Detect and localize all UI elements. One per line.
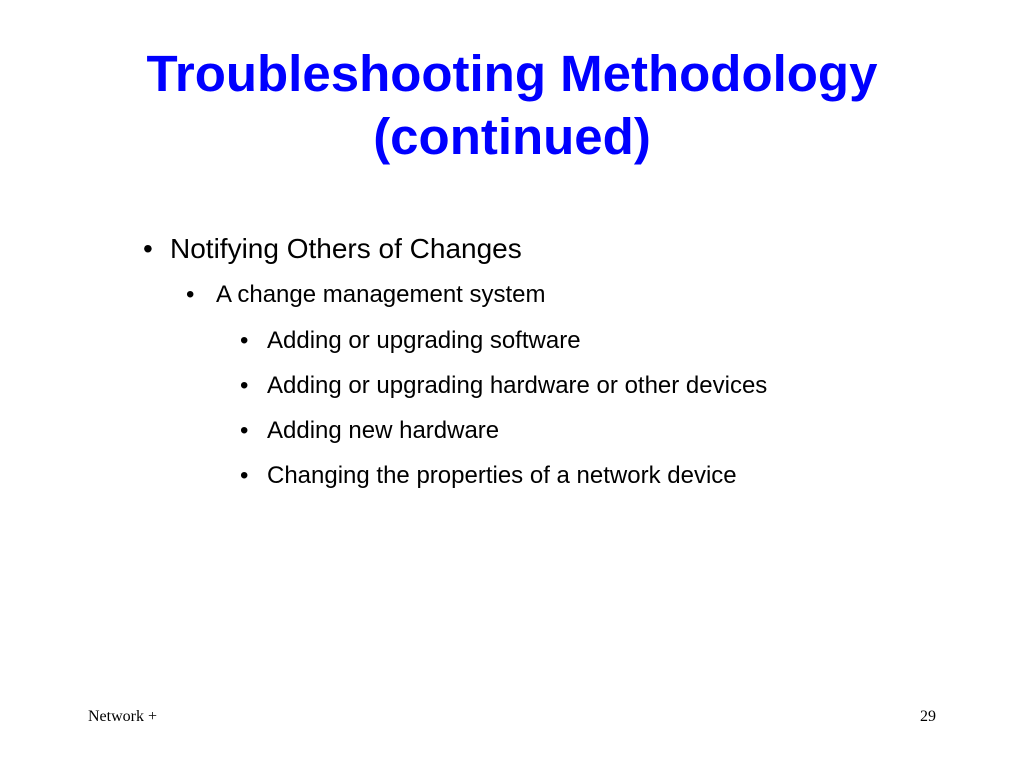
bullet-level2 [186,278,546,312]
slide-title-line-2: (continued) [373,108,651,165]
footer-page-number: 29 [920,708,936,725]
bullet-level1-text: Notifying Others of Changes [170,233,522,264]
slide-title-line-1: Troubleshooting Methodology [146,45,878,102]
bullet-dot-icon: • [143,233,153,264]
bullet-level1 [143,229,522,269]
bullet-level3-text: Adding or upgrading hardware or other devices [267,372,768,399]
bullet-level3-item [240,324,581,358]
bullet-dot-icon: • [240,417,249,444]
bullet-dot-icon: • [240,462,249,489]
bullet-level3-item [240,414,499,448]
slide-title [0,42,1024,168]
bullet-dot-icon: • [186,281,195,308]
bullet-level3-text: Changing the properties of a network device [267,462,737,489]
bullet-dot-icon: • [240,372,249,399]
bullet-level3-item [240,369,767,403]
bullet-level2-text: A change management system [216,281,546,308]
bullet-level3-text: Adding or upgrading software [267,327,581,354]
bullet-dot-icon: • [240,327,249,354]
footer-course-name: Network + [88,708,158,725]
bullet-level3-item [240,459,737,493]
bullet-level3-text: Adding new hardware [267,417,500,444]
